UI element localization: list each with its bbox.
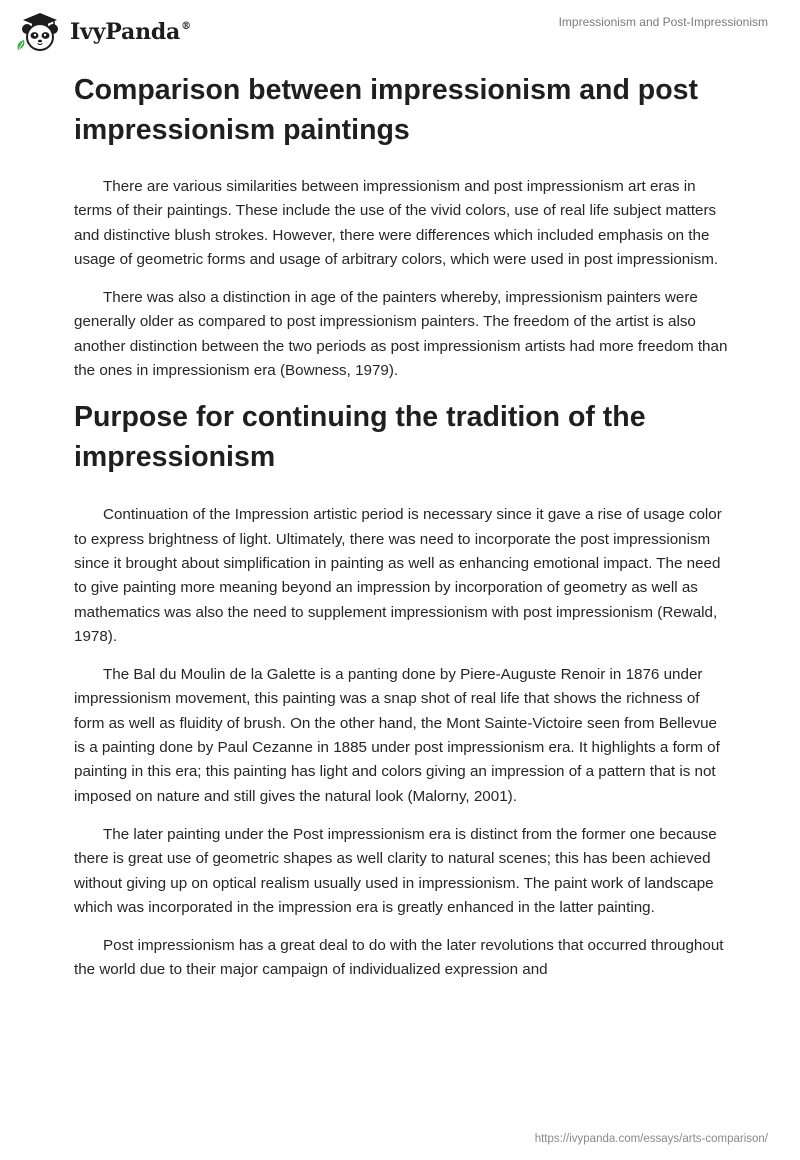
page-header bbox=[0, 0, 800, 64]
paragraph: Continuation of the Impression artistic period is necessary since it gave a rise of usage color to express brightness of light. Ultimately, there was need to incorporate the post impressionism since it brought about simplification in painting as well as enhancing emotional impact. The need to give painting more meaning beyond an impression by incorporation of geometry as well as mathematics was also the need to supplement impressionism with post impressionism (Rewald, 1978). bbox=[74, 506, 722, 645]
essay-content bbox=[74, 70, 729, 983]
paragraph: Post impressionism has a great deal to do with the later revolutions that occurred throughout the world due to their major campaign of individualized expression and bbox=[74, 937, 724, 979]
paragraph: There was also a distinction in age of the painters whereby, impressionism painters were generally older as compared to post impressionism painters. The freedom of the artist is also another distinction between the two periods as post impressionism artists had more freedom than the ones in impressionism era (Bowness, 1979). bbox=[74, 289, 728, 380]
brand-name: IvyPanda® bbox=[70, 19, 191, 45]
section-heading: Purpose for continuing the tradition of the impressionism bbox=[74, 401, 646, 474]
section-heading: Comparison between impressionism and post impressionism paintings bbox=[74, 74, 698, 146]
panda-graduate-icon bbox=[14, 10, 64, 54]
document-title: Impressionism and Post-Impressionism bbox=[558, 15, 768, 29]
registered-mark: ® bbox=[181, 20, 191, 32]
paragraph: There are various similarities between impressionism and post impressionism art eras in terms of their paintings. These include the use of the vivid colors, use of real life subject matters and distinctive blush strokes. However, there were differences which included emphasis on the usage of geometric forms and usage of arbitrary colors, which were used in post impressionism. bbox=[74, 178, 719, 268]
paragraph: The later painting under the Post impressionism era is distinct from the former one because there is great use of geometric shapes as well clarity to natural scenes; this has been achieved without giving up on optical realism usually used in impressionism. The paint work of landscape which was incorporated in the impression era is greatly enhanced in the latter painting. bbox=[74, 825, 717, 916]
paragraph: The Bal du Moulin de la Galette is a panting done by Piere-Auguste Renoir in 1876 under impressionism movement, this painting was a snap shot of real life that shows the richness of form as well as fluidity of brush. On the other hand, the Mont Sainte-Victoire seen from Bellevue is a painting done by Paul Cezanne in 1885 under post impressionism era. It highlights a form of painting in this era; this painting has light and colors giving an impression of a pattern that is not imposed on nature and still gives the natural look (Malorny, 2001). bbox=[74, 666, 720, 805]
source-url[interactable]: https://ivypanda.com/essays/arts-comparison/ bbox=[534, 1133, 768, 1145]
ivypanda-logo[interactable] bbox=[14, 10, 191, 54]
